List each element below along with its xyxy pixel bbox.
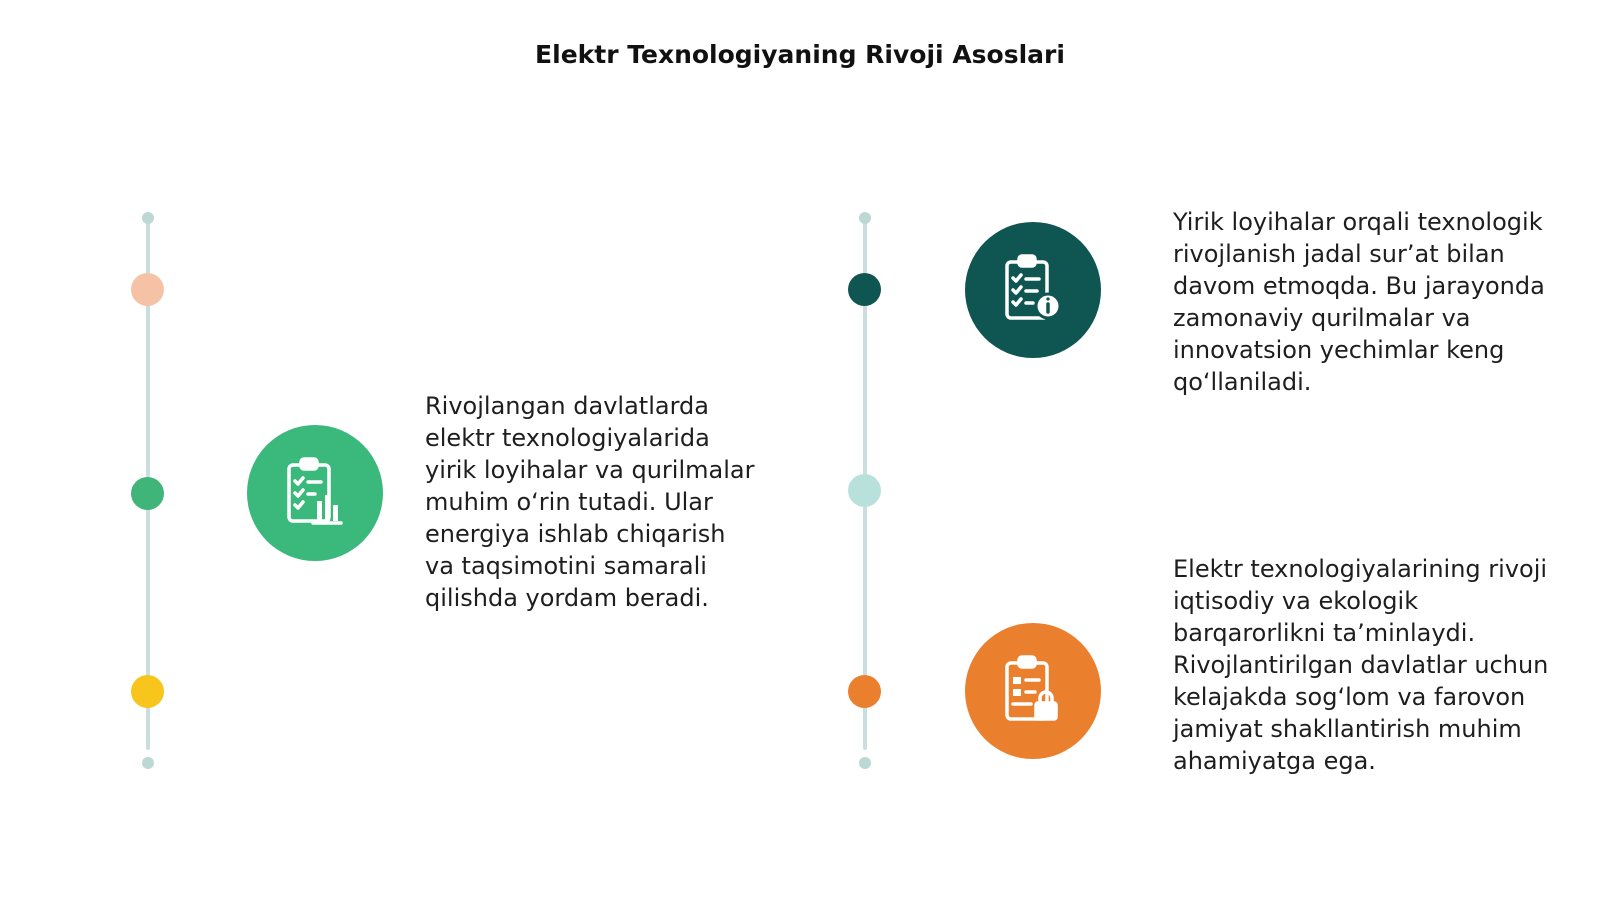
- item-3-text: Elektr texnologiyalarining rivoji iqtisodiy va ekologik barqarorlikni ta’minlaydi. Rivojlantirilgan davlatlar uchun kelajakda sog‘lom va farovon jamiyat shakllantirish muhim ahamiyatga ega.: [1173, 555, 1549, 775]
- right-timeline-dot-dark-teal: [848, 273, 881, 306]
- right-timeline-end-cap: [859, 757, 871, 769]
- left-timeline-dot-peach: [131, 273, 164, 306]
- clipboard-chart-icon: [275, 453, 355, 533]
- clipboard-lock-badge: [965, 623, 1101, 759]
- page-title: Elektr Texnologiyaning Rivoji Asoslari: [535, 40, 1065, 69]
- clipboard-info-badge: [965, 222, 1101, 358]
- right-timeline-dot-orange: [848, 675, 881, 708]
- left-timeline-dot-green: [131, 477, 164, 510]
- clipboard-lock-icon: [993, 651, 1073, 731]
- item-2-text: Yirik loyihalar orqali texnologik rivojlanish jadal sur’at bilan davom etmoqda. Bu jarayonda zamonaviy qurilmalar va innovatsion yechimlar keng qo‘llaniladi.: [1173, 208, 1545, 396]
- left-timeline-start-cap: [142, 212, 154, 224]
- right-timeline-dot-light-teal: [848, 474, 881, 507]
- clipboard-info-icon: [993, 250, 1073, 330]
- item-1-text: Rivojlangan davlatlarda elektr texnologiyalarida yirik loyihalar va qurilmalar muhim o‘rin tutadi. Ular energiya ishlab chiqarish va taqsimotini samarali qilishda yordam beradi.: [425, 392, 755, 612]
- left-timeline-end-cap: [142, 757, 154, 769]
- left-timeline-dot-yellow: [131, 675, 164, 708]
- clipboard-chart-badge: [247, 425, 383, 561]
- right-timeline-start-cap: [859, 212, 871, 224]
